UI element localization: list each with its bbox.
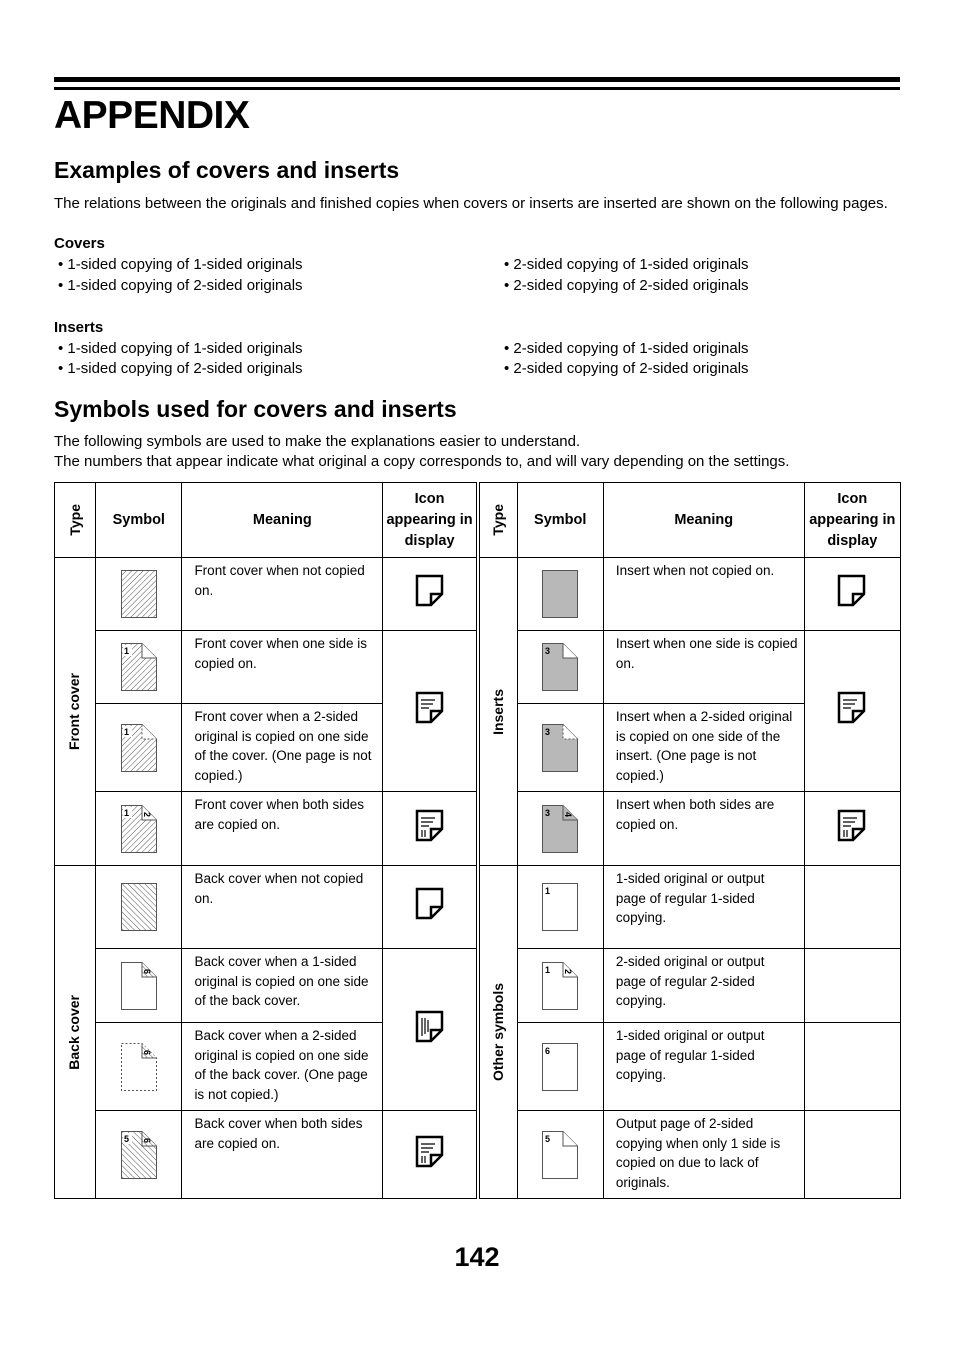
icon-cell-front-both-sides: [383, 792, 478, 866]
inserts-label: Inserts: [54, 319, 104, 336]
one-side-copied-icon: [837, 691, 867, 725]
meaning-front-two-sided-original: Front cover when a 2-sided original is copied on one side of the cover. (One page is not copied.): [182, 704, 383, 792]
page-title: APPENDIX: [54, 94, 250, 137]
svg-text:5: 5: [123, 1133, 129, 1144]
top-rule-thick: [54, 77, 900, 82]
symbols-table: [54, 482, 901, 1199]
svg-text:1: 1: [545, 886, 551, 896]
group-back-cover: Back cover: [55, 866, 96, 1199]
group-front-cover: Front cover: [55, 558, 96, 866]
svg-text:2: 2: [141, 811, 152, 817]
hatched-dogear-two-number-icon: [121, 805, 157, 853]
one-side-copied-icon: [415, 691, 445, 725]
symbol-front-both-sides: [96, 792, 182, 866]
hatched-dogear-page-icon: [121, 643, 157, 691]
page-number: 142: [454, 1242, 500, 1272]
header-meaning-left: Meaning: [182, 483, 383, 558]
group-other-symbols: Other symbols: [478, 866, 517, 1199]
meaning-back-one-sided-original: Back cover when a 1-sided original is copied on one side of the back cover.: [182, 949, 383, 1023]
symbol-insert-one-side: [517, 631, 603, 704]
icon-cell-regular-two-sided: [804, 949, 900, 1023]
back-dogear-page-icon: [121, 962, 157, 1010]
icon-cell-insert-one-side: [804, 631, 900, 792]
svg-text:6: 6: [545, 1045, 551, 1056]
symbols-intro-1: The following symbols are used to make the explanations easier to understand.: [54, 433, 581, 450]
plain-page-icon: [542, 1043, 578, 1091]
svg-text:6: 6: [141, 968, 152, 974]
hatched-page-icon: [121, 570, 157, 618]
covers-item-3: • 2-sided copying of 1-sided originals: [504, 256, 749, 273]
grey-dogear-two-number-icon: [542, 805, 578, 853]
back-hatched-dogear-two-number-icon: [121, 1131, 157, 1179]
meaning-insert-two-sided-original: Insert when a 2-sided original is copied on one side of the insert. (One page is not copied.): [603, 704, 804, 792]
svg-text:4: 4: [563, 811, 574, 817]
meaning-insert-blank: Insert when not copied on.: [603, 558, 804, 631]
plain-page-icon: [542, 883, 578, 931]
icon-cell-insert-blank: [804, 558, 900, 631]
header-symbol-right: Symbol: [517, 483, 603, 558]
svg-text:3: 3: [545, 807, 551, 818]
header-type-left: Type: [55, 483, 96, 558]
icon-cell-two-sided-one-side-only: [804, 1111, 900, 1199]
svg-text:1: 1: [545, 964, 551, 975]
symbols-intro-2: The numbers that appear indicate what original a copy corresponds to, and will vary depending on the settings.: [54, 453, 790, 470]
inserts-item-2: • 1-sided copying of 2-sided originals: [58, 360, 303, 377]
meaning-back-blank: Back cover when not copied on.: [182, 866, 383, 949]
icon-cell-front-blank: [383, 558, 478, 631]
symbol-back-blank: [96, 866, 182, 949]
svg-text:2: 2: [563, 968, 574, 974]
group-inserts: Inserts: [478, 558, 517, 866]
grey-page-icon: [542, 570, 578, 618]
both-sides-copied-icon: [837, 809, 867, 843]
meaning-two-sided-one-side-only: Output page of 2-sided copying when only 1 side is copied on due to lack of originals.: [603, 1111, 804, 1199]
svg-text:1: 1: [123, 646, 129, 656]
symbol-front-one-side: [96, 631, 182, 704]
blank-page-icon: [415, 574, 445, 608]
symbol-back-two-sided-original: [96, 1023, 182, 1111]
top-rule-thin: [54, 87, 900, 90]
symbol-insert-blank: [517, 558, 603, 631]
icon-cell-insert-both-sides: [804, 792, 900, 866]
svg-text:6: 6: [141, 1137, 152, 1143]
blank-page-icon: [415, 887, 445, 921]
icon-cell-regular-one-sided-6: [804, 1023, 900, 1111]
hatched-dogear-dashed-page-icon: [121, 724, 157, 772]
symbol-regular-one-sided-6: [517, 1023, 603, 1111]
symbol-back-one-sided-original: [96, 949, 182, 1023]
covers-item-2: • 1-sided copying of 2-sided originals: [58, 277, 303, 294]
covers-label: Covers: [54, 235, 105, 252]
section-heading-symbols: Symbols used for covers and inserts: [54, 396, 457, 422]
icon-cell-back-both-sides: [383, 1111, 478, 1199]
back-dogear-dashed-page-icon: [121, 1043, 157, 1091]
covers-item-1: • 1-sided copying of 1-sided originals: [58, 256, 303, 273]
meaning-front-blank: Front cover when not copied on.: [182, 558, 383, 631]
plain-dogear-page-icon: [542, 1131, 578, 1179]
header-type-right: Type: [478, 483, 517, 558]
symbol-regular-two-sided: [517, 949, 603, 1023]
intro-paragraph: The relations between the originals and finished copies when covers or inserts are inserted are shown on the following pages.: [54, 195, 888, 212]
symbol-two-sided-one-side-only: [517, 1111, 603, 1199]
inserts-item-1: • 1-sided copying of 1-sided originals: [58, 340, 303, 357]
meaning-back-both-sides: Back cover when both sides are copied on.: [182, 1111, 383, 1199]
grey-dogear-page-icon: [542, 643, 578, 691]
meaning-regular-one-sided-6: 1-sided original or output page of regular 1-sided copying.: [603, 1023, 804, 1111]
symbol-front-blank: [96, 558, 182, 631]
covers-item-4: • 2-sided copying of 2-sided originals: [504, 277, 749, 294]
svg-text:6: 6: [141, 1049, 152, 1055]
back-hatched-page-icon: [121, 883, 157, 931]
icon-cell-back-blank: [383, 866, 478, 949]
meaning-regular-two-sided: 2-sided original or output page of regular 2-sided copying.: [603, 949, 804, 1023]
inserts-item-3: • 2-sided copying of 1-sided originals: [504, 340, 749, 357]
icon-cell-front-one-side: [383, 631, 478, 792]
inserts-item-4: • 2-sided copying of 2-sided originals: [504, 360, 749, 377]
both-sides-copied-icon: [415, 1135, 445, 1169]
grey-dogear-dashed-page-icon: [542, 724, 578, 772]
meaning-front-both-sides: Front cover when both sides are copied on.: [182, 792, 383, 866]
icon-cell-back-one-sided: [383, 949, 478, 1111]
meaning-back-two-sided-original: Back cover when a 2-sided original is copied on one side of the back cover. (One page is not copied.): [182, 1023, 383, 1111]
svg-text:1: 1: [123, 726, 129, 737]
meaning-insert-both-sides: Insert when both sides are copied on.: [603, 792, 804, 866]
both-sides-copied-icon: [415, 809, 445, 843]
svg-text:3: 3: [545, 726, 551, 737]
symbol-front-two-sided-original: [96, 704, 182, 792]
symbol-insert-two-sided-original: [517, 704, 603, 792]
symbol-regular-one-sided: [517, 866, 603, 949]
header-icon-left: Icon appearing in display: [383, 483, 478, 558]
plain-dogear-page-icon: [542, 962, 578, 1010]
icon-cell-regular-one-sided: [804, 866, 900, 949]
header-meaning-right: Meaning: [603, 483, 804, 558]
back-side-copied-icon: [415, 1010, 445, 1044]
meaning-insert-one-side: Insert when one side is copied on.: [603, 631, 804, 704]
symbol-insert-both-sides: [517, 792, 603, 866]
svg-text:5: 5: [545, 1133, 551, 1144]
header-icon-right: Icon appearing in display: [804, 483, 900, 558]
meaning-front-one-side: Front cover when one side is copied on.: [182, 631, 383, 704]
svg-text:1: 1: [123, 807, 129, 818]
svg-text:3: 3: [545, 646, 551, 656]
section-heading-examples: Examples of covers and inserts: [54, 157, 400, 183]
header-symbol-left: Symbol: [96, 483, 182, 558]
blank-page-icon: [837, 574, 867, 608]
symbol-back-both-sides: [96, 1111, 182, 1199]
meaning-regular-one-sided: 1-sided original or output page of regular 1-sided copying.: [603, 866, 804, 949]
